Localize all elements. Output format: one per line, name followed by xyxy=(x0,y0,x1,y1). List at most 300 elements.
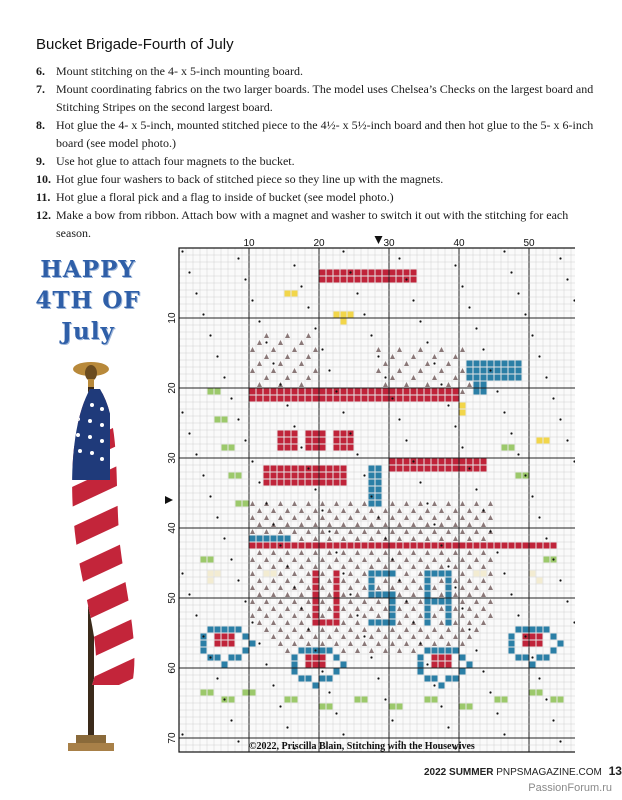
red-roof-stitch xyxy=(369,396,375,402)
wreath-stitch xyxy=(292,655,298,661)
stitch-symbol xyxy=(293,586,295,588)
stitch-symbol xyxy=(223,376,225,378)
page-footer xyxy=(424,764,622,778)
stitch-symbol xyxy=(447,726,449,728)
window-stitch xyxy=(313,438,319,444)
wreath-stitch xyxy=(460,669,466,675)
blue-block-stitch xyxy=(481,361,487,367)
star-stitch xyxy=(460,410,466,416)
red-banner-stitch xyxy=(355,270,361,276)
blue-stripe-stitch xyxy=(271,536,277,542)
stitch-symbol xyxy=(517,614,519,616)
stitch-symbol xyxy=(202,635,204,637)
stitch-symbol xyxy=(398,418,400,420)
list-item: 8. Hot glue the 4- x 5-inch, mounted stitched piece to the 4½- x 5½-inch board and then hot glue to the 5- x 6-inch board (see model photo.) xyxy=(36,118,594,150)
star-stitch xyxy=(341,319,347,325)
wreath-stitch xyxy=(292,669,298,675)
stitch-symbol xyxy=(328,530,330,532)
window-stitch xyxy=(285,438,291,444)
star-stitch xyxy=(334,312,340,318)
star-stitch xyxy=(544,438,550,444)
stitch-symbol xyxy=(272,684,274,686)
stitch-symbol xyxy=(328,369,330,371)
red-stripe-stitch xyxy=(404,543,410,549)
stitch-symbol xyxy=(398,579,400,581)
red-wall-stitch xyxy=(481,466,487,472)
blue-block-stitch xyxy=(474,382,480,388)
stitch-symbol xyxy=(496,551,498,553)
blue-block-stitch xyxy=(488,375,494,381)
red-stripe-stitch xyxy=(502,543,508,549)
red-roof-stitch xyxy=(264,389,270,395)
red-banner-stitch xyxy=(348,277,354,283)
stitch-cell xyxy=(306,655,312,661)
window-stitch xyxy=(341,438,347,444)
red-roof-stitch xyxy=(425,396,431,402)
stitch-cell xyxy=(439,662,445,668)
red-roof-stitch xyxy=(439,389,445,395)
red-roof-stitch xyxy=(383,396,389,402)
stitch-symbol xyxy=(426,502,428,504)
stitch-symbol xyxy=(195,453,197,455)
stitch-symbol xyxy=(517,292,519,294)
top-tick-label: 10 xyxy=(243,238,255,249)
leaf-stitch xyxy=(502,445,508,451)
window-stitch xyxy=(348,445,354,451)
stitch-cell xyxy=(313,585,319,591)
stitch-cell xyxy=(390,592,396,598)
stitch-cell xyxy=(432,599,438,605)
red-wall-stitch xyxy=(278,466,284,472)
stitch-symbol xyxy=(391,558,393,560)
leaf-stitch xyxy=(201,690,207,696)
stitch-symbol xyxy=(237,740,239,742)
stitch-cell xyxy=(425,613,431,619)
leaf-stitch xyxy=(243,501,249,507)
stitch-symbol xyxy=(419,481,421,483)
stitch-symbol xyxy=(223,537,225,539)
blue-block-stitch xyxy=(369,480,375,486)
red-stripe-stitch xyxy=(467,543,473,549)
stitch-symbol xyxy=(265,663,267,665)
stitch-cell xyxy=(390,571,396,577)
wreath-stitch xyxy=(516,655,522,661)
stitch-symbol xyxy=(545,537,547,539)
stitch-symbol xyxy=(440,383,442,385)
wreath-stitch xyxy=(432,648,438,654)
stitch-cell xyxy=(390,620,396,626)
red-stripe-stitch xyxy=(453,543,459,549)
leaf-stitch xyxy=(355,697,361,703)
stitch-cell xyxy=(446,606,452,612)
red-roof-stitch xyxy=(271,389,277,395)
stitch-cell xyxy=(446,578,452,584)
cream-stitch xyxy=(481,571,487,577)
wreath-stitch xyxy=(229,627,235,633)
wreath-stitch xyxy=(292,662,298,668)
stitch-cell xyxy=(313,662,319,668)
stitch-symbol xyxy=(265,341,267,343)
red-wall-stitch xyxy=(285,466,291,472)
stitch-symbol xyxy=(524,635,526,637)
stitch-cell xyxy=(425,571,431,577)
stitch-cell xyxy=(229,634,235,640)
stitch-symbol xyxy=(531,334,533,336)
stitch-symbol xyxy=(237,418,239,420)
red-roof-stitch xyxy=(446,389,452,395)
stitch-cell xyxy=(432,571,438,577)
stitch-symbol xyxy=(391,397,393,399)
stitch-symbol xyxy=(475,649,477,651)
wreath-stitch xyxy=(453,648,459,654)
red-roof-stitch xyxy=(376,389,382,395)
blue-block-stitch xyxy=(474,389,480,395)
stitch-cell xyxy=(369,620,375,626)
center-arrow-icon xyxy=(165,496,173,504)
stitch-symbol xyxy=(237,257,239,259)
red-stripe-stitch xyxy=(474,543,480,549)
red-roof-stitch xyxy=(355,396,361,402)
blue-block-stitch xyxy=(481,368,487,374)
red-stripe-stitch xyxy=(264,543,270,549)
center-arrow-icon xyxy=(375,236,383,244)
cream-stitch xyxy=(215,571,221,577)
cream-stitch xyxy=(208,578,214,584)
red-roof-stitch xyxy=(411,396,417,402)
stitch-symbol xyxy=(188,271,190,273)
stitch-symbol xyxy=(342,250,344,252)
blue-block-stitch xyxy=(376,487,382,493)
stitch-symbol xyxy=(405,278,407,280)
blue-block-stitch xyxy=(376,494,382,500)
red-stripe-stitch xyxy=(530,543,536,549)
stitch-symbol xyxy=(468,306,470,308)
stitch-cell xyxy=(537,641,543,647)
cream-stitch xyxy=(537,578,543,584)
stitch-symbol xyxy=(251,621,253,623)
red-stripe-stitch xyxy=(306,543,312,549)
red-stripe-stitch xyxy=(271,543,277,549)
leaf-stitch xyxy=(222,417,228,423)
red-wall-stitch xyxy=(285,473,291,479)
red-roof-stitch xyxy=(299,396,305,402)
red-roof-stitch xyxy=(327,389,333,395)
stitch-symbol xyxy=(391,719,393,721)
window-stitch xyxy=(278,438,284,444)
blue-block-stitch xyxy=(376,501,382,507)
stitch-symbol xyxy=(482,348,484,350)
red-roof-stitch xyxy=(418,396,424,402)
stitch-cell xyxy=(530,641,536,647)
leaf-stitch xyxy=(243,690,249,696)
window-stitch xyxy=(341,431,347,437)
stitch-symbol xyxy=(349,271,351,273)
list-item: 11. Hot glue a floral pick and a flag to inside of bucket (see model photo.) xyxy=(36,190,394,204)
stitch-symbol xyxy=(370,334,372,336)
leaf-stitch xyxy=(327,704,333,710)
red-wall-stitch xyxy=(285,480,291,486)
red-stripe-stitch xyxy=(369,543,375,549)
wreath-stitch xyxy=(509,648,515,654)
stitch-symbol xyxy=(517,453,519,455)
red-wall-stitch xyxy=(278,480,284,486)
stitch-cell xyxy=(439,655,445,661)
red-roof-stitch xyxy=(404,396,410,402)
window-stitch xyxy=(278,431,284,437)
stitch-symbol xyxy=(307,306,309,308)
cream-stitch xyxy=(474,571,480,577)
red-wall-stitch xyxy=(341,480,347,486)
wreath-stitch xyxy=(250,641,256,647)
stitch-symbol xyxy=(258,642,260,644)
window-stitch xyxy=(320,431,326,437)
blue-block-stitch xyxy=(376,480,382,486)
window-stitch xyxy=(320,438,326,444)
page-number: 13 xyxy=(608,764,622,778)
red-wall-stitch xyxy=(264,466,270,472)
blue-block-stitch xyxy=(481,375,487,381)
red-wall-stitch xyxy=(306,473,312,479)
red-wall-stitch xyxy=(397,466,403,472)
blue-block-stitch xyxy=(369,466,375,472)
stitch-symbol xyxy=(335,551,337,553)
stitch-symbol xyxy=(349,432,351,434)
wreath-stitch xyxy=(516,627,522,633)
red-wall-stitch xyxy=(432,459,438,465)
stitch-symbol xyxy=(370,656,372,658)
red-wall-stitch xyxy=(264,473,270,479)
stitch-symbol xyxy=(279,705,281,707)
stitch-cell xyxy=(313,606,319,612)
stitch-cell xyxy=(446,599,452,605)
red-wall-stitch xyxy=(292,473,298,479)
top-tick-label: 30 xyxy=(383,238,395,249)
stitch-symbol xyxy=(265,502,267,504)
blue-block-stitch xyxy=(495,368,501,374)
chart-copyright: ©2022, Priscilla Blain, Stitching with the Housewives xyxy=(249,741,475,753)
wreath-stitch xyxy=(306,676,312,682)
leaf-stitch xyxy=(558,697,564,703)
stitch-symbol xyxy=(468,467,470,469)
red-stripe-stitch xyxy=(418,543,424,549)
leaf-stitch xyxy=(495,697,501,703)
wreath-stitch xyxy=(467,662,473,668)
wreath-stitch xyxy=(299,676,305,682)
red-wall-stitch xyxy=(278,473,284,479)
red-banner-stitch xyxy=(362,277,368,283)
stitch-cell xyxy=(439,571,445,577)
stitch-symbol xyxy=(209,656,211,658)
wreath-stitch xyxy=(523,655,529,661)
stitch-symbol xyxy=(482,509,484,511)
window-stitch xyxy=(285,445,291,451)
stitch-symbol xyxy=(370,495,372,497)
red-roof-stitch xyxy=(278,396,284,402)
stitch-symbol xyxy=(300,446,302,448)
leaf-stitch xyxy=(229,697,235,703)
red-stripe-stitch xyxy=(411,543,417,549)
leaf-stitch xyxy=(215,417,221,423)
red-banner-stitch xyxy=(320,270,326,276)
red-banner-stitch xyxy=(383,277,389,283)
stitch-symbol xyxy=(566,439,568,441)
red-roof-stitch xyxy=(264,396,270,402)
leaf-stitch xyxy=(208,389,214,395)
stitch-cell xyxy=(425,585,431,591)
stitch-symbol xyxy=(293,264,295,266)
left-tick-label: 50 xyxy=(167,592,178,604)
red-roof-stitch xyxy=(250,389,256,395)
red-wall-stitch xyxy=(327,466,333,472)
star-stitch xyxy=(285,291,291,297)
red-banner-stitch xyxy=(411,270,417,276)
wreath-stitch xyxy=(341,662,347,668)
stitch-symbol xyxy=(398,257,400,259)
stitch-symbol xyxy=(566,278,568,280)
blue-block-stitch xyxy=(495,375,501,381)
red-banner-stitch xyxy=(362,270,368,276)
stitch-symbol xyxy=(237,579,239,581)
stitch-symbol xyxy=(363,313,365,315)
red-stripe-stitch xyxy=(257,543,263,549)
red-wall-stitch xyxy=(418,466,424,472)
red-wall-stitch xyxy=(320,473,326,479)
wreath-stitch xyxy=(243,648,249,654)
red-stripe-stitch xyxy=(397,543,403,549)
stitch-symbol xyxy=(356,292,358,294)
stitch-symbol xyxy=(335,390,337,392)
top-tick-label: 50 xyxy=(523,238,535,249)
flag-icon xyxy=(40,355,150,755)
wreath-stitch xyxy=(544,627,550,633)
stitch-symbol xyxy=(286,565,288,567)
red-banner-stitch xyxy=(369,270,375,276)
window-stitch xyxy=(341,445,347,451)
red-wall-stitch xyxy=(271,473,277,479)
wreath-stitch xyxy=(327,676,333,682)
stitch-symbol xyxy=(454,264,456,266)
stitch-symbol xyxy=(342,411,344,413)
red-stripe-stitch xyxy=(376,543,382,549)
cream-stitch xyxy=(271,571,277,577)
list-item: 6. Mount stitching on the 4- x 5-inch mounting board. xyxy=(36,64,303,78)
blue-block-stitch xyxy=(495,361,501,367)
stitch-symbol xyxy=(342,733,344,735)
stitch-symbol xyxy=(426,341,428,343)
happy-4th-of-july-art xyxy=(28,254,148,347)
red-roof-stitch xyxy=(348,396,354,402)
red-wall-stitch xyxy=(271,480,277,486)
stitch-symbol xyxy=(447,404,449,406)
red-wall-stitch xyxy=(341,473,347,479)
wreath-stitch xyxy=(551,648,557,654)
red-stripe-stitch xyxy=(362,543,368,549)
red-roof-stitch xyxy=(341,389,347,395)
left-tick-label: 20 xyxy=(167,382,178,394)
stitch-cell xyxy=(439,599,445,605)
blue-block-stitch xyxy=(376,466,382,472)
stitch-symbol xyxy=(300,607,302,609)
red-banner-stitch xyxy=(327,270,333,276)
stitch-symbol xyxy=(384,698,386,700)
stitch-symbol xyxy=(454,425,456,427)
red-wall-stitch xyxy=(425,466,431,472)
red-stripe-stitch xyxy=(544,543,550,549)
red-banner-stitch xyxy=(404,270,410,276)
leaf-stitch xyxy=(537,690,543,696)
stitch-cell xyxy=(446,662,452,668)
red-stripe-stitch xyxy=(432,543,438,549)
stitch-symbol xyxy=(244,439,246,441)
red-roof-stitch xyxy=(278,389,284,395)
leaf-stitch xyxy=(460,704,466,710)
red-roof-stitch xyxy=(362,396,368,402)
red-roof-stitch xyxy=(292,396,298,402)
red-wall-stitch xyxy=(327,473,333,479)
wreath-stitch xyxy=(551,634,557,640)
red-banner-stitch xyxy=(383,270,389,276)
stitch-cell xyxy=(432,655,438,661)
red-roof-stitch xyxy=(411,389,417,395)
leaf-stitch xyxy=(516,473,522,479)
stitch-symbol xyxy=(454,586,456,588)
wreath-stitch xyxy=(537,627,543,633)
stitch-symbol xyxy=(258,481,260,483)
stitch-cell xyxy=(446,571,452,577)
leaf-stitch xyxy=(551,697,557,703)
star-stitch xyxy=(292,291,298,297)
leaf-stitch xyxy=(362,697,368,703)
stitch-symbol xyxy=(461,285,463,287)
red-wall-stitch xyxy=(299,480,305,486)
red-wall-stitch xyxy=(411,466,417,472)
stitch-symbol xyxy=(307,467,309,469)
stitch-cell xyxy=(369,578,375,584)
stitch-symbol xyxy=(552,719,554,721)
red-roof-stitch xyxy=(446,396,452,402)
red-wall-stitch xyxy=(271,466,277,472)
stitch-cell xyxy=(376,571,382,577)
stitch-symbol xyxy=(538,355,540,357)
stitch-symbol xyxy=(321,670,323,672)
wreath-stitch xyxy=(439,683,445,689)
stitch-cell xyxy=(334,606,340,612)
wreath-stitch xyxy=(418,662,424,668)
stitch-symbol xyxy=(216,355,218,357)
stitch-cell xyxy=(313,592,319,598)
stitch-symbol xyxy=(356,453,358,455)
stitch-cell xyxy=(390,613,396,619)
red-roof-stitch xyxy=(306,396,312,402)
left-tick-label: 30 xyxy=(167,452,178,464)
stitch-cell xyxy=(313,578,319,584)
wreath-stitch xyxy=(229,655,235,661)
window-stitch xyxy=(313,431,319,437)
leaf-stitch xyxy=(544,557,550,563)
red-wall-stitch xyxy=(474,466,480,472)
leaf-stitch xyxy=(215,389,221,395)
stitch-symbol xyxy=(181,733,183,735)
red-wall-stitch xyxy=(306,480,312,486)
stitch-symbol xyxy=(433,684,435,686)
left-tick-label: 40 xyxy=(167,522,178,534)
red-roof-stitch xyxy=(355,389,361,395)
stitch-symbol xyxy=(419,320,421,322)
blue-block-stitch xyxy=(369,473,375,479)
stitch-symbol xyxy=(538,516,540,518)
red-wall-stitch xyxy=(439,466,445,472)
stitch-cell xyxy=(334,620,340,626)
